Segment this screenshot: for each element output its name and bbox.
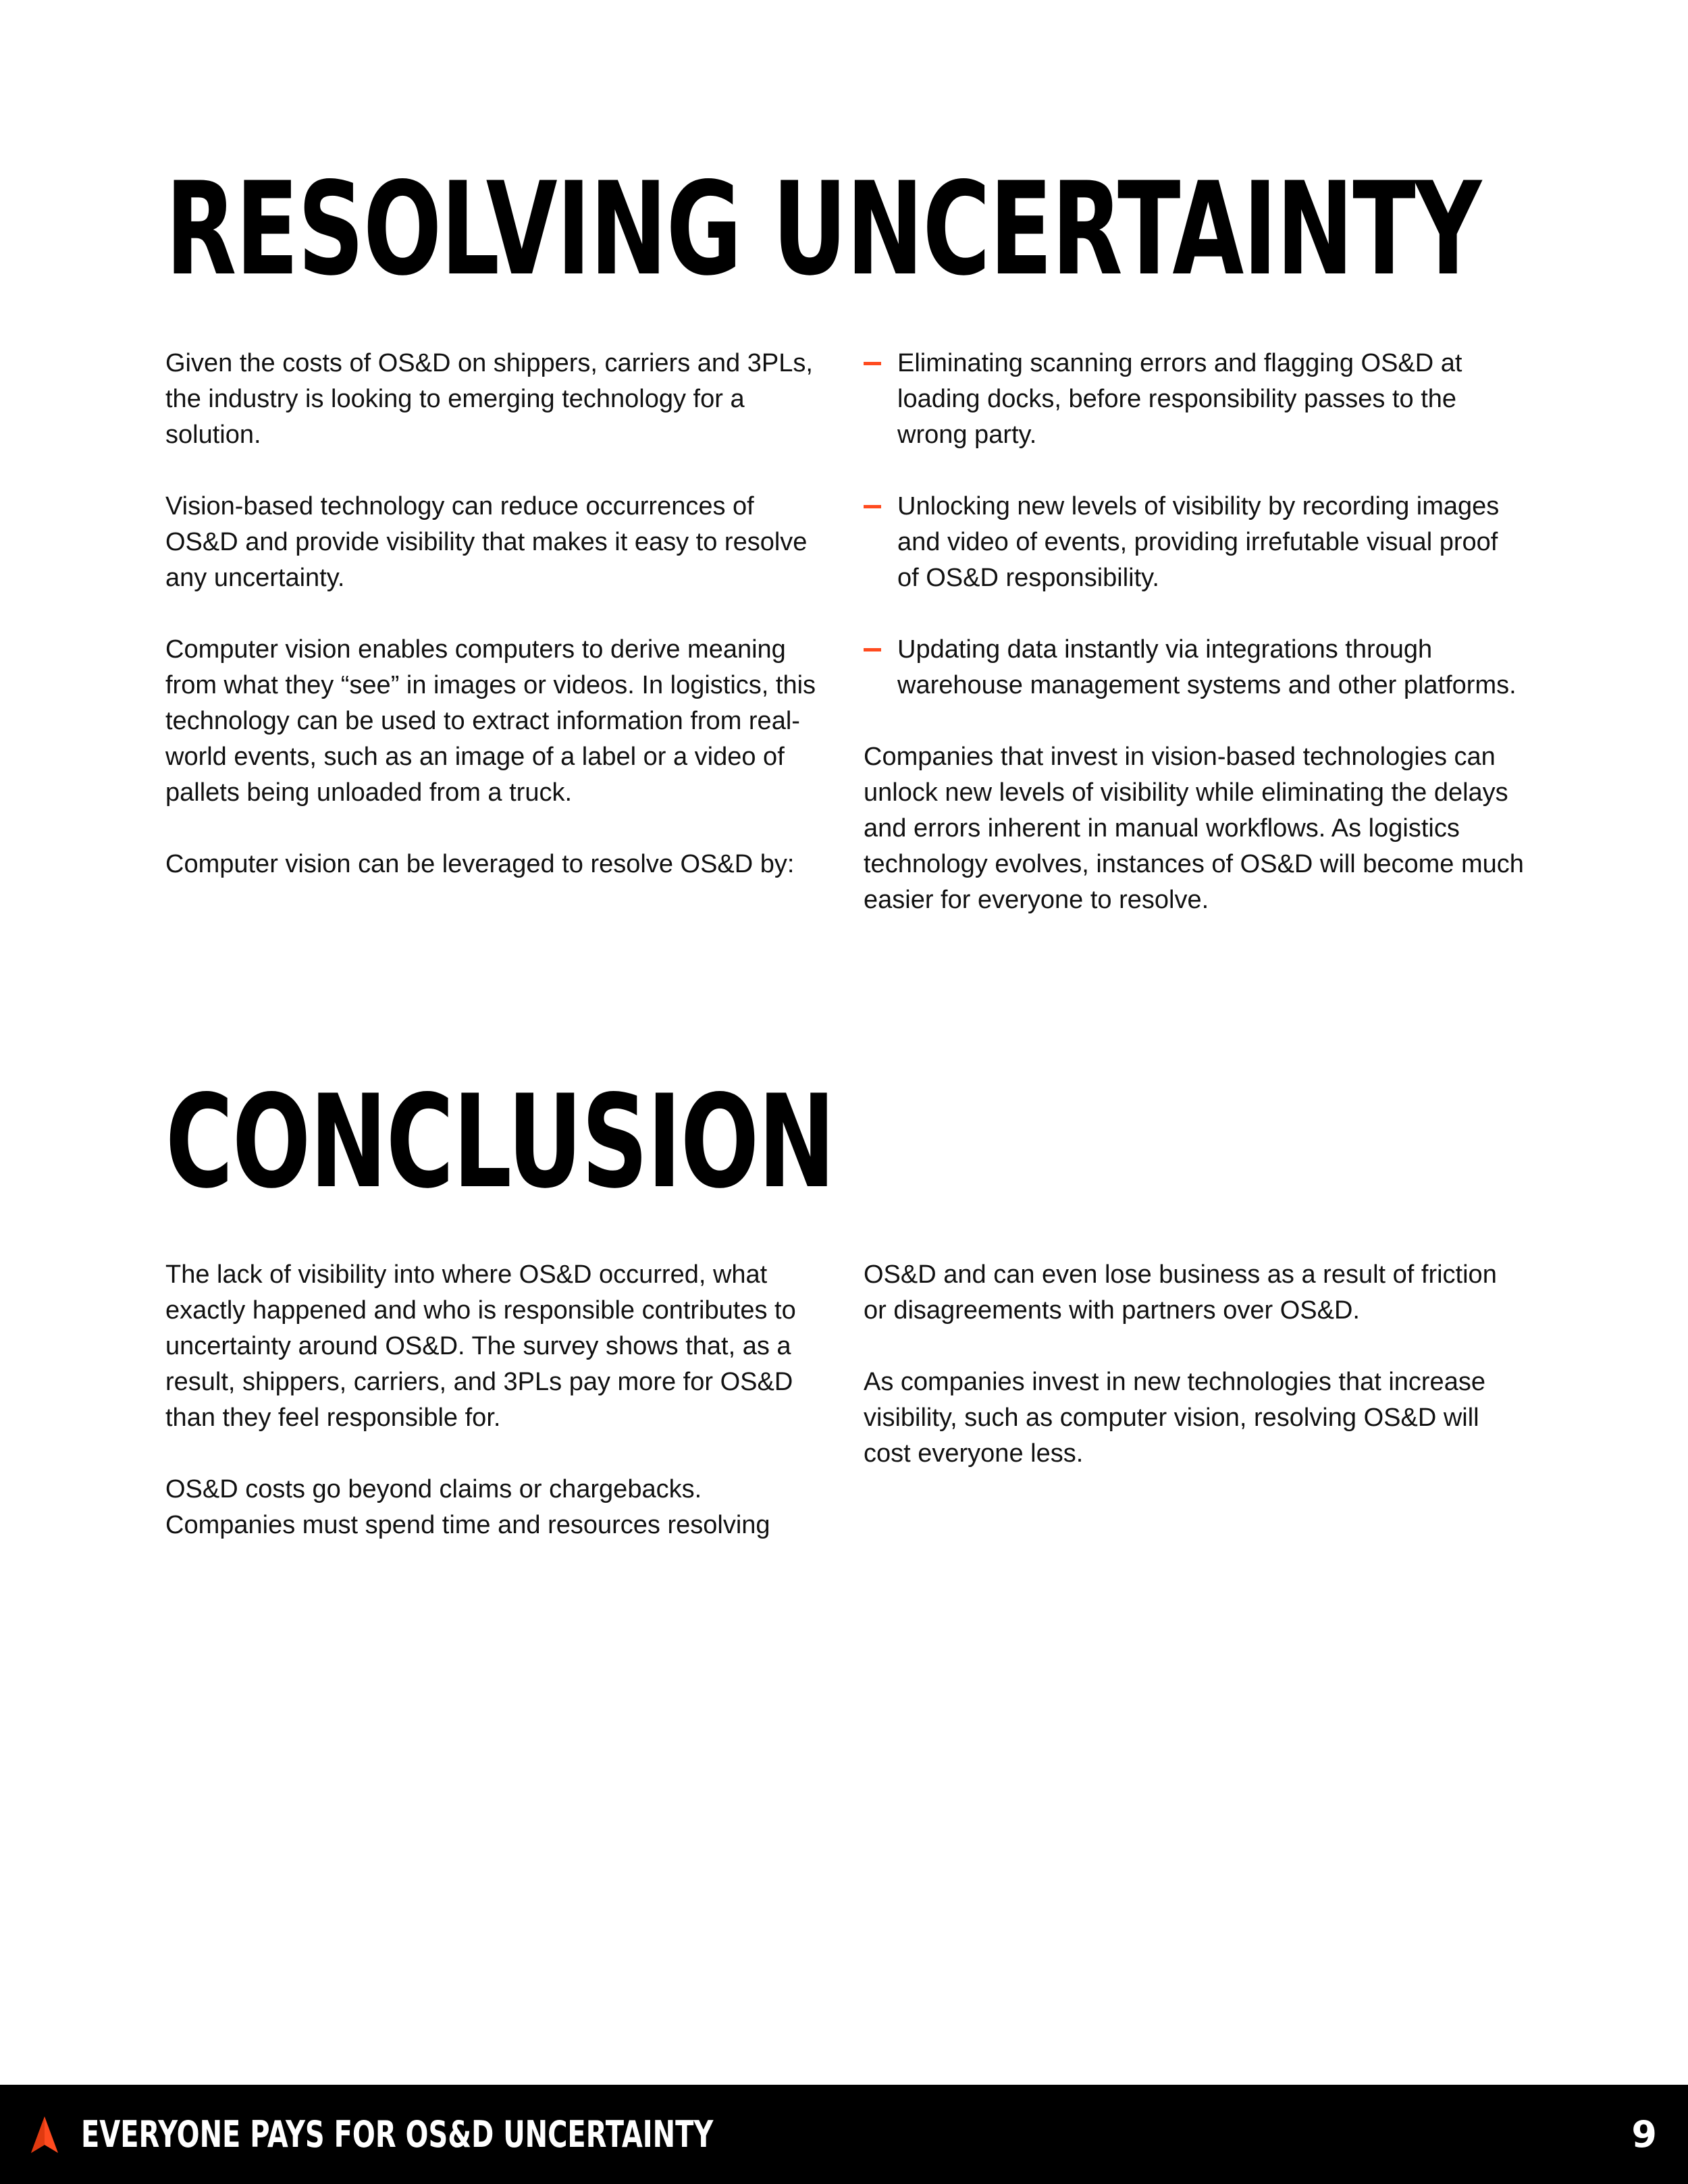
bullet-item <box>864 346 1525 453</box>
bullet-item <box>864 632 1525 703</box>
dash-bullet-icon <box>864 362 881 365</box>
page-number: 9 <box>1631 2113 1657 2156</box>
paragraph: Vision-based technology can reduce occurrences of OS&D and provide visibility that makes it easy to resolve any uncertainty. <box>165 492 808 592</box>
resolving-right-column <box>864 346 1525 918</box>
conclusion-left-column <box>165 1257 827 1543</box>
bullet-list <box>864 346 1525 703</box>
bullet-text: Unlocking new levels of visibility by recording images and video of events, providing irrefutable visual proof of OS&D responsibility. <box>897 492 1500 592</box>
footer-bar <box>0 2085 1688 2184</box>
bullet-text: Eliminating scanning errors and flagging OS&D at loading docks, before responsibility passes to the wrong party. <box>897 349 1462 449</box>
paragraph: OS&D and can even lose business as a result of friction or disagreements with partners over OS&D. <box>864 1260 1497 1325</box>
conclusion-right-column <box>864 1257 1525 1472</box>
paragraph: OS&D costs go beyond claims or chargebacks. Companies must spend time and resources resolving <box>165 1475 770 1539</box>
section-title-conclusion: CONCLUSION <box>165 1067 835 1217</box>
paragraph: Computer vision enables computers to derive meaning from what they “see” in images or videos. In logistics, this technology can be used to extract information from real-world events, such as an image of a label or a video of pallets being unloaded from a truck. <box>165 635 816 807</box>
paragraph: The lack of visibility into where OS&D occurred, what exactly happened and who is responsible contributes to uncertainty around OS&D. The survey shows that, as a result, shippers, carriers, and 3PLs pay more for OS&D than they feel responsible for. <box>165 1260 796 1432</box>
dash-bullet-icon <box>864 648 881 651</box>
resolving-left-column <box>165 346 827 882</box>
paragraph: As companies invest in new technologies that increase visibility, such as computer vision, resolving OS&D will cost everyone less. <box>864 1368 1485 1468</box>
paragraph: Computer vision can be leveraged to resolve OS&D by: <box>165 850 795 878</box>
section-title-resolving-uncertainty: RESOLVING UNCERTAINTY <box>165 155 1481 304</box>
bullet-text: Updating data instantly via integrations through warehouse management systems and other platforms. <box>897 635 1516 699</box>
paragraph: Companies that invest in vision-based technologies can unlock new levels of visibility while eliminating the delays and errors inherent in manual workflows. As logistics technology evolves, instances of OS&D will become much easier for everyone to resolve. <box>864 743 1524 914</box>
dash-bullet-icon <box>864 505 881 508</box>
bullet-item <box>864 489 1525 596</box>
footer-title: EVERYONE PAYS FOR OS&D UNCERTAINTY <box>81 2113 714 2156</box>
arrow-logo-icon <box>31 2116 58 2153</box>
paragraph: Given the costs of OS&D on shippers, carriers and 3PLs, the industry is looking to emerging technology for a solution. <box>165 349 813 449</box>
